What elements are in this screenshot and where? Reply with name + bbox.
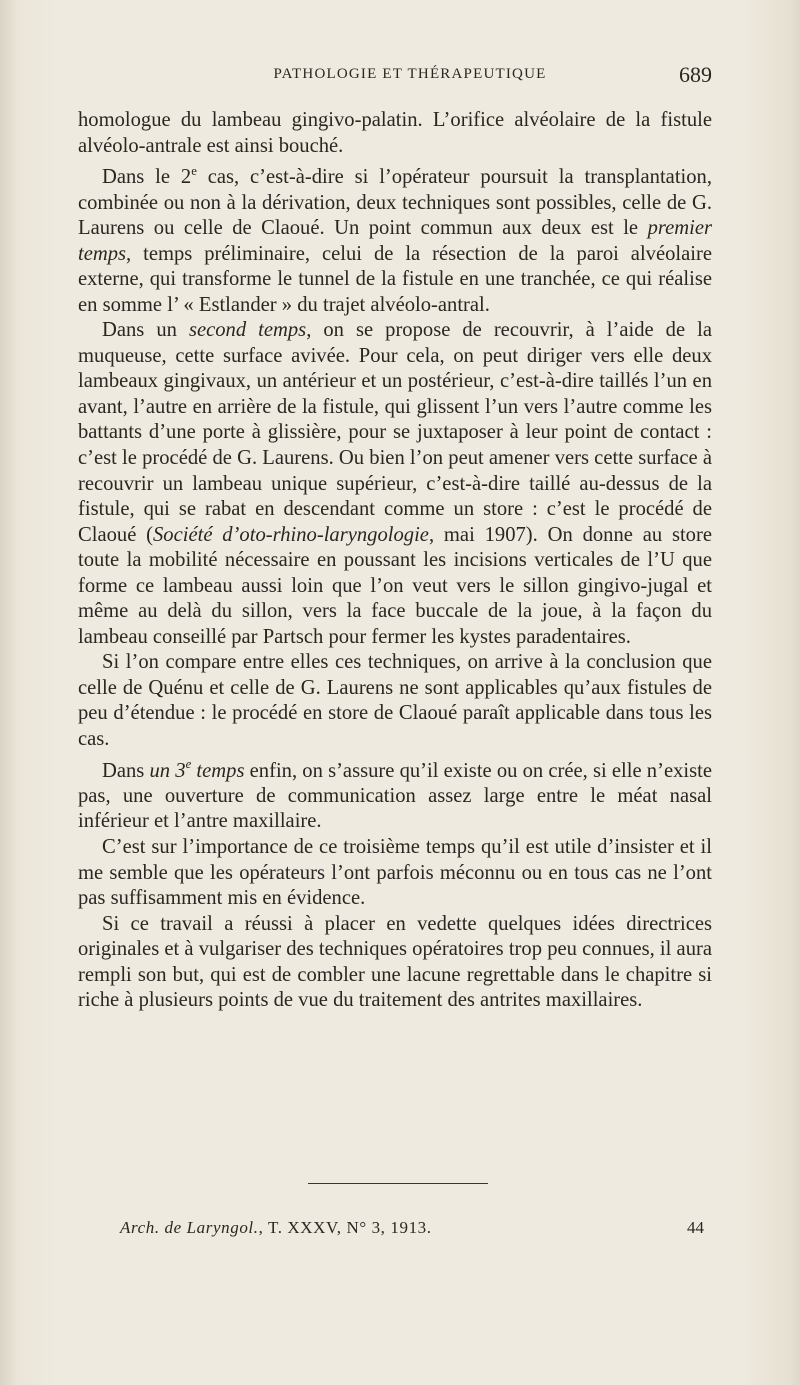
- italic-span: un 3: [149, 759, 186, 782]
- text-span: Dans: [102, 759, 150, 782]
- text-span: cas, c’est-à-dire si l’opérateur poursuit la transplantation, combinée ou non à la dérivation, deux techniques sont possibles, celle de G. Laurens ou celle de Claoué. Un point commun aux deux est le: [78, 165, 713, 240]
- paragraph: [78, 753, 712, 836]
- paragraph: [78, 318, 712, 650]
- paragraph: [78, 835, 712, 912]
- text-span: Dans le 2: [102, 165, 192, 188]
- text-span: Si l’on compare entre elles ces techniques, on arrive à la conclusion que celle de Quénu et celle de G. Laurens ne sont applicables qu’aux fistules de peu d’étendue : le procédé en store de Claoué paraît applicable dans tous les cas.: [78, 651, 712, 750]
- sheet-number: 44: [687, 1218, 704, 1237]
- paragraph: [78, 108, 712, 159]
- text-span: Dans un: [102, 319, 189, 342]
- italic-span: Société d’oto-rhino-laryngologie: [153, 523, 429, 546]
- page-number: 689: [679, 62, 712, 87]
- superscript: e: [191, 164, 197, 179]
- running-title: PATHOLOGIE ET THÉRAPEUTIQUE: [273, 66, 547, 82]
- journal-volume-issue: , T. XXXV, N° 3, 1913.: [258, 1218, 432, 1237]
- text-span: homologue du lambeau gingivo-palatin. L’orifice alvéolaire de la fistule alvéolo-antrale est ainsi bouché.: [78, 109, 712, 157]
- text-span: , on se propose de recouvrir, à l’aide de la muqueuse, cette surface avivée. Pour cela, on peut diriger vers elle deux lambeaux gingivaux, un antérieur et un postérieur, c’est-à-dire taillés l’un en avant, l’autre en arrière de la fistule, qui glissent l’un vers l’autre comme les battants d’une porte à glissière, pour se juxtaposer à leur point de contact : c’est le procédé de G. Laurens. Ou bien l’on peut amener vers cette surface à recouvrir un lambeau unique supérieur, c’est-à-dire taillé au-dessus de la fistule, qui se rabat en descendant comme un store : c’est le procédé de Claoué (: [78, 319, 712, 546]
- text-span: , mai 1907). On donne au store toute la mobilité nécessaire en poussant les incisions verticales de l’U que forme ce lambeau aussi loin que l’on veut vers le sillon gingivo-jugal et même au delà du sillon, vers la face buccale de la joue, à la façon du lambeau conseillé par Partsch pour fermer les kystes paradentaires.: [78, 523, 712, 648]
- text-span: , temps préliminaire, celui de la résection de la paroi alvéolaire externe, qui transforme le tunnel de la fistule en une tranchée, ce qui réalise en somme l’ « Estlander » du trajet alvéolo-antral.: [78, 242, 712, 316]
- body-text: [78, 108, 712, 1014]
- italic-span: second temps: [188, 319, 307, 342]
- text-span: enfin, on s’assure qu’il existe ou on crée, si elle n’existe pas, une ouverture de communication assez large entre le méat nasal inférieur et l’antre maxillaire.: [78, 759, 712, 833]
- journal-name: Arch. de Laryngol.: [120, 1218, 259, 1237]
- paragraph: [78, 650, 712, 752]
- footer-rule: [308, 1183, 488, 1184]
- footer-signature: [120, 1218, 712, 1244]
- italic-span: premier temps: [78, 217, 712, 265]
- superscript: e: [185, 757, 192, 772]
- journal-citation: [120, 1218, 432, 1238]
- paragraph: [78, 159, 712, 318]
- text-span: C’est sur l’importance de ce troisième temps qu’il est utile d’insister et il me semble que les opérateurs l’ont parfois méconnu ou en tous cas ne l’ont pas suffisamment mis en évidence.: [78, 836, 712, 910]
- text-span: Si ce travail a réussi à placer en vedette quelques idées directrices originales et à vulgariser des techniques opératoires trop peu connues, il aura rempli son but, qui est de combler une lacune regrettable dans le chapitre si riche à plusieurs points de vue du traitement des antrites maxillaires.: [78, 912, 712, 1012]
- italic-span: temps: [191, 759, 245, 782]
- paragraph: [78, 912, 712, 1014]
- running-header: [78, 62, 712, 90]
